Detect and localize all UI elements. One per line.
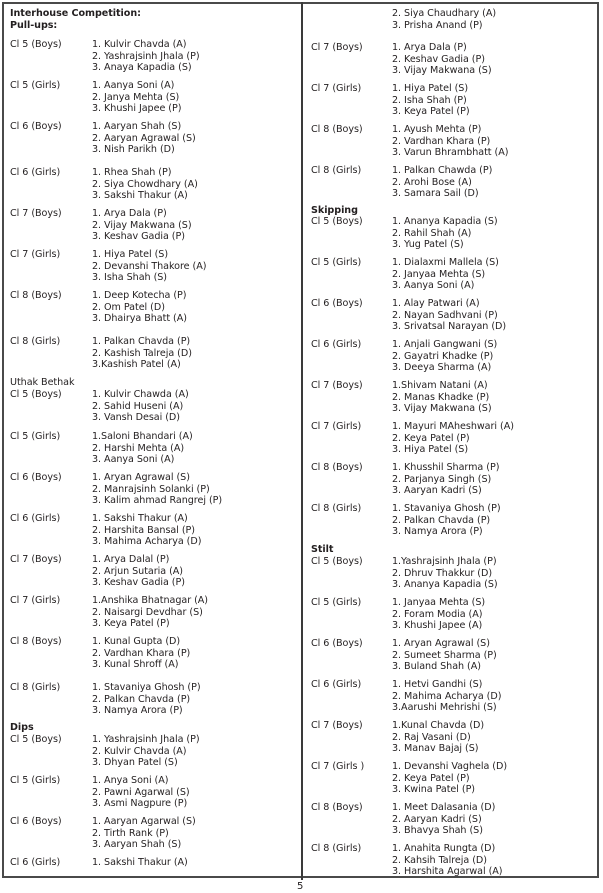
event-heading: Uthak Bethak — [10, 377, 75, 388]
winner-entry: 2. Gayatri Khadke (P) — [392, 350, 494, 362]
winner-entry: 2. Keya Patel (P) — [392, 772, 470, 784]
winner-entry: 2. Manrajsinh Solanki (P) — [92, 483, 210, 495]
winner-entry: 3. Kwina Patel (P) — [392, 784, 475, 795]
winner-entry: 1. Alay Patwari (A) — [392, 298, 480, 309]
winner-entry: 2. Isha Shah (P) — [392, 94, 467, 106]
winner-entry: 2. Palkan Chavda (P) — [92, 693, 191, 705]
winner-entry: 1. Aaryan Agarwal (S) — [92, 816, 196, 827]
winner-entry: 3. Namya Arora (P) — [392, 526, 483, 537]
winner-entry: 2. Sumeet Sharma (P) — [392, 649, 497, 661]
winner-entry: 2. Harshita Bansal (P) — [92, 524, 195, 536]
winner-entry: 1. Ayush Mehta (P) — [392, 124, 482, 135]
winner-entry: 2. Janya Mehta (S) — [92, 91, 180, 103]
winner-entry: 1. Arya Dala (P) — [92, 208, 167, 219]
winner-entry: 3. Khushi Japee (A) — [392, 620, 483, 631]
winner-entry: 3. Dhyan Patel (S) — [92, 757, 178, 768]
class-label: Cl 7 (Boys) — [311, 720, 363, 731]
winner-entry: 2. Vardhan Khara (P) — [392, 135, 491, 147]
winner-entry: 1. Aanya Soni (A) — [92, 80, 175, 91]
winner-entry: 3. Buland Shah (A) — [392, 661, 481, 672]
class-label: Cl 6 (Boys) — [311, 298, 363, 309]
winner-entry: 1. Khusshil Sharma (P) — [392, 462, 500, 473]
winner-entry: 2. Sahid Huseni (A) — [92, 400, 184, 412]
class-label: Cl 5 (Girls) — [10, 80, 61, 91]
winner-entry: 2. Aaryan Kadri (S) — [392, 813, 482, 825]
winner-entry: 2. Vardhan Khara (P) — [92, 647, 191, 659]
winner-entry: 2. Palkan Chavda (P) — [392, 514, 491, 526]
winner-entry: 1. Sakshi Thakur (A) — [92, 857, 188, 868]
winner-entry: 3. Varun Bhrambhatt (A) — [392, 147, 509, 158]
class-label: Cl 6 (Girls) — [311, 679, 362, 690]
winner-entry: 1. Arya Dala (P) — [392, 42, 467, 53]
winner-entry: 3. Bhavya Shah (S) — [392, 825, 483, 836]
winner-entry: 3. Dhairya Bhatt (A) — [92, 313, 187, 324]
winner-entry: 1. Aaryan Shah (S) — [92, 121, 182, 132]
winner-entry: 2. Vijay Makwana (S) — [92, 219, 192, 231]
winner-entry: 2. Kulvir Chavda (A) — [92, 745, 187, 757]
winner-entry: 1. Palkan Chavda (P) — [92, 336, 191, 347]
class-label: Cl 7 (Girls) — [10, 595, 61, 606]
winner-entry: 2. Keya Patel (P) — [392, 432, 470, 444]
winner-entry: 1.Saloni Bhandari (A) — [92, 431, 193, 442]
winner-entry: 2. Kashish Talreja (D) — [92, 347, 192, 359]
class-label: Cl 7 (Girls) — [311, 83, 362, 94]
class-label: Cl 6 (Girls) — [10, 513, 61, 524]
winner-entry: 2. Rahil Shah (A) — [392, 227, 472, 239]
winner-entry: 2. Keshav Gadia (P) — [392, 53, 485, 65]
document-title: Interhouse Competition: — [10, 8, 141, 19]
column-divider — [301, 2, 303, 880]
winner-entry: 3. Keshav Gadia (P) — [92, 577, 185, 588]
winner-entry: 2. Raj Vasani (D) — [392, 731, 471, 743]
winner-entry: 2. Yashrajsinh Jhala (P) — [92, 50, 200, 62]
winner-entry: 1.Yashrajsinh Jhala (P) — [392, 556, 497, 567]
winner-entry: 3.Kashish Patel (A) — [92, 359, 181, 370]
winner-entry: 1. Kulvir Chavda (A) — [92, 39, 187, 50]
class-label: Cl 5 (Boys) — [10, 734, 62, 745]
event-heading: Dips — [10, 722, 34, 733]
winner-entry: 2. Parjanya Singh (S) — [392, 473, 492, 485]
winner-entry: 1. Palkan Chawda (P) — [392, 165, 493, 176]
class-label: Cl 7 (Girls) — [311, 421, 362, 432]
winner-entry: 1.Kunal Chavda (D) — [392, 720, 485, 731]
class-label: Cl 7 (Girls) — [10, 249, 61, 260]
winner-entry: 3. Mahima Acharya (D) — [92, 536, 202, 547]
class-label: Cl 8 (Girls) — [311, 503, 362, 514]
winner-entry: 1.Shivam Natani (A) — [392, 380, 488, 391]
winner-entry: 3. Keya Patel (P) — [392, 106, 470, 117]
winner-entry: 2. Manas Khadke (P) — [392, 391, 490, 403]
class-label: Cl 6 (Girls) — [10, 167, 61, 178]
class-label: Cl 5 (Boys) — [311, 216, 363, 227]
winner-entry: 3. Yug Patel (S) — [392, 239, 464, 250]
class-label: Cl 6 (Boys) — [10, 816, 62, 827]
winner-entry: 3. Prisha Anand (P) — [392, 19, 483, 31]
winner-entry: 2. Devanshi Thakore (A) — [92, 260, 207, 272]
winner-entry: 2. Siya Chowdhary (A) — [92, 178, 198, 190]
winner-entry: 1.Anshika Bhatnagar (A) — [92, 595, 208, 606]
event-heading: Skipping — [311, 205, 358, 216]
class-label: Cl 5 (Boys) — [10, 389, 62, 400]
winner-entry: 3. Asmi Nagpure (P) — [92, 798, 188, 809]
winner-entry: 3. Isha Shah (S) — [92, 272, 167, 283]
winner-entry: 3. Keshav Gadia (P) — [92, 231, 185, 242]
winner-entry: 1. Kunal Gupta (D) — [92, 636, 181, 647]
event-heading: Stilt — [311, 544, 334, 555]
winner-entry: 2. Foram Modia (A) — [392, 608, 483, 620]
page-number: 5 — [297, 881, 304, 892]
class-label: Cl 8 (Boys) — [311, 802, 363, 813]
winner-entry: 3. Aaryan Shah (S) — [92, 839, 182, 850]
winner-entry: 3. Vijay Makwana (S) — [392, 403, 492, 414]
winner-entry: 1. Kulvir Chawda (A) — [92, 389, 189, 400]
winner-entry: 2. Aaryan Agrawal (S) — [92, 132, 196, 144]
winner-entry: 3. Aaryan Kadri (S) — [392, 485, 482, 496]
class-label: Cl 7 (Boys) — [311, 42, 363, 53]
winner-entry: 1. Aryan Agrawal (S) — [392, 638, 490, 649]
winner-entry: 1. Anjali Gangwani (S) — [392, 339, 498, 350]
winner-entry: 2. Harshi Mehta (A) — [92, 442, 185, 454]
winner-entry: 1. Hetvi Gandhi (S) — [392, 679, 483, 690]
winner-entry: 2. Siya Chaudhary (A) — [392, 8, 497, 19]
class-label: Cl 7 (Boys) — [10, 554, 62, 565]
class-label: Cl 7 (Boys) — [311, 380, 363, 391]
winner-entry: 1. Stavaniya Ghosh (P) — [392, 503, 501, 514]
class-label: Cl 5 (Girls) — [10, 775, 61, 786]
class-label: Cl 8 (Girls) — [10, 682, 61, 693]
class-label: Cl 5 (Girls) — [311, 597, 362, 608]
winner-entry: 3. Kalim ahmad Rangrej (P) — [92, 495, 223, 506]
winner-entry: 2. Nayan Sadhvani (P) — [392, 309, 498, 321]
winner-entry: 1. Hiya Patel (S) — [392, 83, 469, 94]
winner-entry: 2. Tirth Rank (P) — [92, 827, 169, 839]
winner-entry: 1. Dialaxmi Mallela (S) — [392, 257, 499, 268]
winner-entry: 2. Arohi Bose (A) — [392, 176, 472, 188]
winner-entry: 3. Ananya Kapadia (S) — [392, 579, 498, 590]
winner-entry: 1. Stavaniya Ghosh (P) — [92, 682, 201, 693]
class-label: Cl 8 (Boys) — [311, 462, 363, 473]
winner-entry: 1. Mayuri MAheshwari (A) — [392, 421, 514, 432]
winner-entry: 3.Aarushi Mehrishi (S) — [392, 702, 497, 713]
winner-entry: 3. Deeya Sharma (A) — [392, 362, 492, 373]
winner-entry: 3. Srivatsal Narayan (D) — [392, 321, 507, 332]
winner-entry: 1. Rhea Shah (P) — [92, 167, 172, 178]
winner-entry: 2. Kahsih Talreja (D) — [392, 854, 487, 866]
class-label: Cl 8 (Boys) — [10, 636, 62, 647]
winner-entry: 1. Ananya Kapadia (S) — [392, 216, 498, 227]
class-label: Cl 5 (Girls) — [311, 257, 362, 268]
winner-entry: 1. Aryan Agrawal (S) — [92, 472, 190, 483]
winner-entry: 3. Aanya Soni (A) — [392, 280, 475, 291]
winner-entry: 1. Hiya Patel (S) — [92, 249, 169, 260]
class-label: Cl 6 (Girls) — [311, 339, 362, 350]
winner-entry: 3. Khushi Japee (P) — [92, 103, 182, 114]
winner-entry: 1. Deep Kotecha (P) — [92, 290, 187, 301]
class-label: Cl 7 (Boys) — [10, 208, 62, 219]
winner-entry: 2. Mahima Acharya (D) — [392, 690, 502, 702]
winner-entry: 3. Nish Parikh (D) — [92, 144, 175, 155]
winner-entry: 1. Anya Soni (A) — [92, 775, 169, 786]
winner-entry: 3. Keya Patel (P) — [92, 618, 170, 629]
winner-entry: 3. Vansh Desai (D) — [92, 412, 180, 423]
winner-entry: 1. Meet Dalasania (D) — [392, 802, 496, 813]
class-label: Cl 5 (Boys) — [311, 556, 363, 567]
winner-entry: 3. Kunal Shroff (A) — [92, 659, 179, 670]
winner-entry: 1. Sakshi Thakur (A) — [92, 513, 188, 524]
class-label: Cl 8 (Boys) — [311, 124, 363, 135]
class-label: Cl 8 (Boys) — [10, 290, 62, 301]
winner-entry: 2. Dhruv Thakkur (D) — [392, 567, 493, 579]
winner-entry: 2. Arjun Sutaria (A) — [92, 565, 183, 577]
winner-entry: 2. Naisargi Devdhar (S) — [92, 606, 203, 618]
class-label: Cl 6 (Girls) — [10, 857, 61, 868]
winner-entry: 3. Manav Bajaj (S) — [392, 743, 479, 754]
class-label: Cl 5 (Girls) — [10, 431, 61, 442]
winner-entry: 2. Janyaa Mehta (S) — [392, 268, 486, 280]
winner-entry: 3. Sakshi Thakur (A) — [92, 190, 188, 201]
winner-entry: 1. Yashrajsinh Jhala (P) — [92, 734, 200, 745]
class-label: Cl 8 (Girls) — [311, 165, 362, 176]
winner-entry: 1. Devanshi Vaghela (D) — [392, 761, 508, 772]
class-label: Cl 6 (Boys) — [10, 472, 62, 483]
winner-entry: 3. Samara Sail (D) — [392, 188, 479, 199]
winner-entry: 3. Aanya Soni (A) — [92, 454, 175, 465]
class-label: Cl 7 (Girls ) — [311, 761, 365, 772]
winner-entry: 3. Harshita Agarwal (A) — [392, 866, 503, 877]
winner-entry: 1. Anahita Rungta (D) — [392, 843, 496, 854]
winner-entry: 2. Pawni Agarwal (S) — [92, 786, 190, 798]
winner-entry: 3. Anaya Kapadia (S) — [92, 62, 192, 73]
class-label: Cl 6 (Boys) — [10, 121, 62, 132]
event-heading: Pull-ups: — [10, 20, 58, 31]
winner-entry: 1. Arya Dalal (P) — [92, 554, 170, 565]
winner-entry: 3. Hiya Patel (S) — [392, 444, 469, 455]
winner-entry: 1. Janyaa Mehta (S) — [392, 597, 486, 608]
class-label: Cl 6 (Boys) — [311, 638, 363, 649]
class-label: Cl 8 (Girls) — [10, 336, 61, 347]
winner-entry: 3. Namya Arora (P) — [92, 705, 183, 716]
class-label: Cl 5 (Boys) — [10, 39, 62, 50]
winner-entry: 3. Vijay Makwana (S) — [392, 65, 492, 76]
winner-entry: 2. Om Patel (D) — [92, 301, 165, 313]
class-label: Cl 8 (Girls) — [311, 843, 362, 854]
